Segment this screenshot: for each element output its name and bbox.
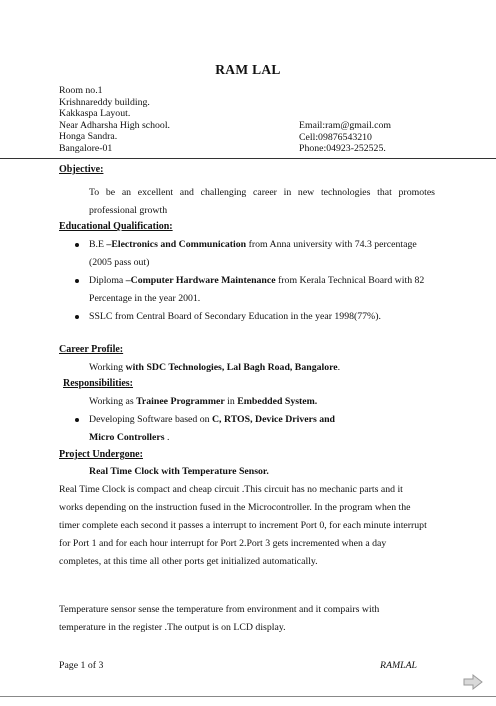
footer-name: RAMLAL: [380, 660, 418, 671]
list-item: Diploma –Computer Hardware Maintenance from Kerala Technical Board with 82 Percentage in the year 2001.: [89, 272, 439, 308]
phone-text: Phone:04923-252525.: [299, 143, 386, 155]
objective-line-2: professional growth: [89, 205, 168, 216]
cell-text: Cell:09876543210: [299, 131, 372, 143]
bullet-icon: [75, 243, 79, 247]
address-line: Kakkaspa Layout.: [59, 108, 131, 120]
list-item: B.E –Electronics and Communication from Anna university with 74.3 percentage (2005 pass out): [89, 236, 439, 272]
list-item: Developing Software based on C, RTOS, Device Drivers and Micro Controllers .: [89, 411, 389, 447]
objective-line-1: To be an excellent and challenging career in new technologies that promotes: [89, 187, 435, 198]
career-text: Working with SDC Technologies, Lal Bagh Road, Bangalore.: [89, 362, 341, 373]
address-block: [59, 85, 170, 155]
project-paragraph-2: [59, 601, 379, 637]
paragraph-line: for Port 1 and for each hour interrupt for Port 2.Port 3 gets incremented when a day: [59, 538, 387, 549]
project-heading: Project Undergone:: [59, 449, 143, 460]
project-title: Real Time Clock with Temperature Sensor.: [89, 466, 269, 477]
objective-heading: Objective:: [59, 164, 104, 175]
bullet-icon: [75, 279, 79, 283]
paragraph-line: works depending on the instruction fused in the Microcontroller. In the program when the: [59, 502, 411, 513]
candidate-name: RAM LAL: [215, 62, 281, 77]
email-text: Email:ram@gmail.com: [299, 120, 391, 131]
project-paragraph-1: [59, 481, 427, 571]
paragraph-line: timer complete each second it passes a interrupt to increment Port 0, for each minute interrupt: [59, 520, 427, 531]
bullet-icon: [75, 315, 79, 319]
responsibility-list: [89, 411, 389, 447]
paragraph-line: Temperature sensor sense the temperature from environment and it compairs with: [59, 604, 380, 615]
responsibilities-heading: Responsibilities:: [63, 378, 134, 389]
responsibility-line: Working as Trainee Programmer in Embedded System.: [89, 396, 318, 407]
address-line: Honga Sandra.: [59, 131, 118, 143]
footer-divider: [0, 696, 496, 697]
address-line: Room no.1: [59, 85, 103, 96]
contact-block: [299, 120, 391, 155]
education-heading: Educational Qualification:: [59, 221, 173, 232]
address-line: Krishnareddy building.: [59, 96, 150, 108]
page-number: Page 1 of 3: [59, 660, 104, 671]
paragraph-line: Real Time Clock is compact and cheap circuit .This circuit has no mechanic parts and it: [59, 484, 403, 495]
paragraph-line: temperature in the register .The output is on LCD display.: [59, 622, 286, 633]
bullet-icon: [75, 418, 79, 422]
career-heading: Career Profile:: [59, 344, 124, 355]
header-divider: [0, 158, 496, 159]
next-arrow-icon[interactable]: [462, 673, 484, 691]
paragraph-line: completes, at this time all other ports get initialized automatically.: [59, 556, 318, 567]
list-item: SSLC from Central Board of Secondary Education in the year 1998(77%).: [89, 308, 439, 326]
education-list: [89, 236, 439, 326]
address-line: Bangalore-01: [59, 142, 113, 154]
address-line: Near Adharsha High school.: [59, 119, 171, 131]
